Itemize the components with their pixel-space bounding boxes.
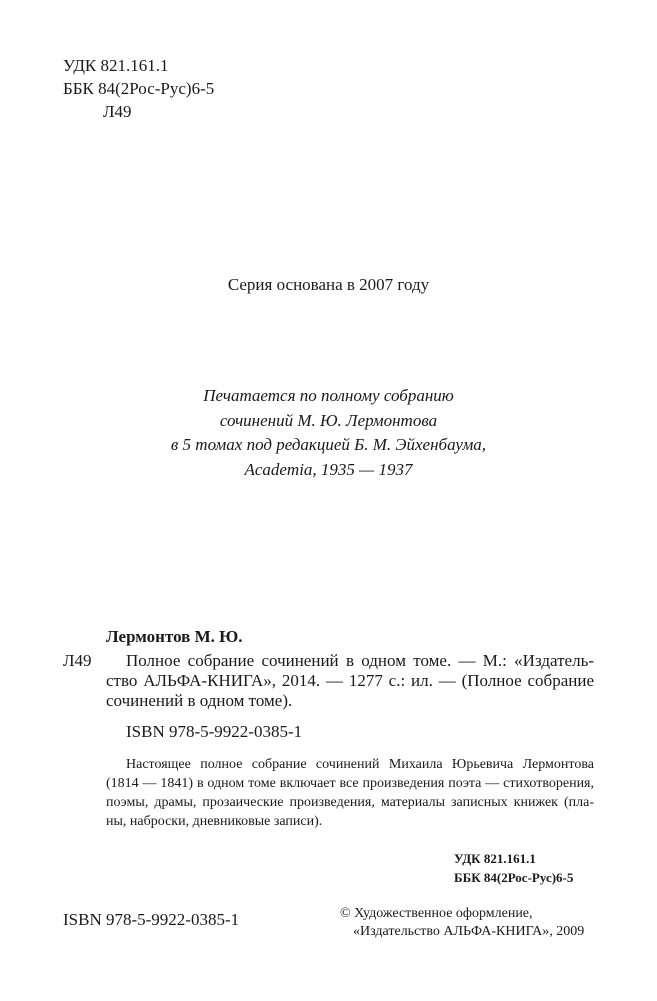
catalog-classification-codes <box>454 849 573 887</box>
top-classification-codes <box>63 54 214 123</box>
catalog-isbn: ISBN 978-5-9922-0385-1 <box>126 722 303 741</box>
catalog-author: Лермонтов М. Ю. <box>106 627 243 646</box>
copyright-line: © Художественное оформление, <box>340 906 533 921</box>
catalog-bbk: ББК 84(2Рос-Рус)6-5 <box>454 870 574 885</box>
print-note-line: сочинений М. Ю. Лермонтова <box>219 410 438 430</box>
series-note: Серия основана в 2007 году <box>227 275 430 294</box>
copyright-notice <box>340 905 584 941</box>
print-note-line: Academia, 1935 — 1937 <box>244 459 413 479</box>
author-sign: Л49 <box>103 102 132 121</box>
catalog-udk: УДК 821.161.1 <box>454 851 536 866</box>
print-note-line: в 5 томах под редакцией Б. М. Эйхенбаума, <box>170 435 487 454</box>
bbk-code: ББК 84(2Рос-Рус)6-5 <box>63 79 215 98</box>
catalog-line: сочинений в одном томе). <box>106 691 293 710</box>
abstract-line: поэмы, драмы, прозаические произведения, материалы записных книжек (пла- <box>106 795 594 810</box>
print-note <box>0 384 657 482</box>
footer-isbn: ISBN 978-5-9922-0385-1 <box>63 910 240 929</box>
catalog-author-sign: Л49 <box>63 651 92 670</box>
abstract-line: ны, наброски, дневниковые записи). <box>106 814 323 829</box>
abstract-line: Настоящее полное собрание сочинений Михаила Юрьевича Лермонтова <box>126 757 594 772</box>
udk-code: УДК 821.161.1 <box>63 56 169 75</box>
catalog-description <box>106 651 594 711</box>
catalog-abstract <box>106 755 594 831</box>
abstract-line: (1814 — 1841) в одном томе включает все произведения поэта — стихотворения, <box>106 776 594 791</box>
copyright-line: «Издательство АЛЬФА-КНИГА», 2009 <box>353 924 585 939</box>
catalog-line: ство АЛЬФА-КНИГА», 2014. — 1277 с.: ил. — (Полное собрание <box>106 671 594 690</box>
catalog-line: Полное собрание сочинений в одном томе. — М.: «Издатель- <box>126 651 594 670</box>
print-note-line: Печатается по полному собранию <box>203 386 454 405</box>
